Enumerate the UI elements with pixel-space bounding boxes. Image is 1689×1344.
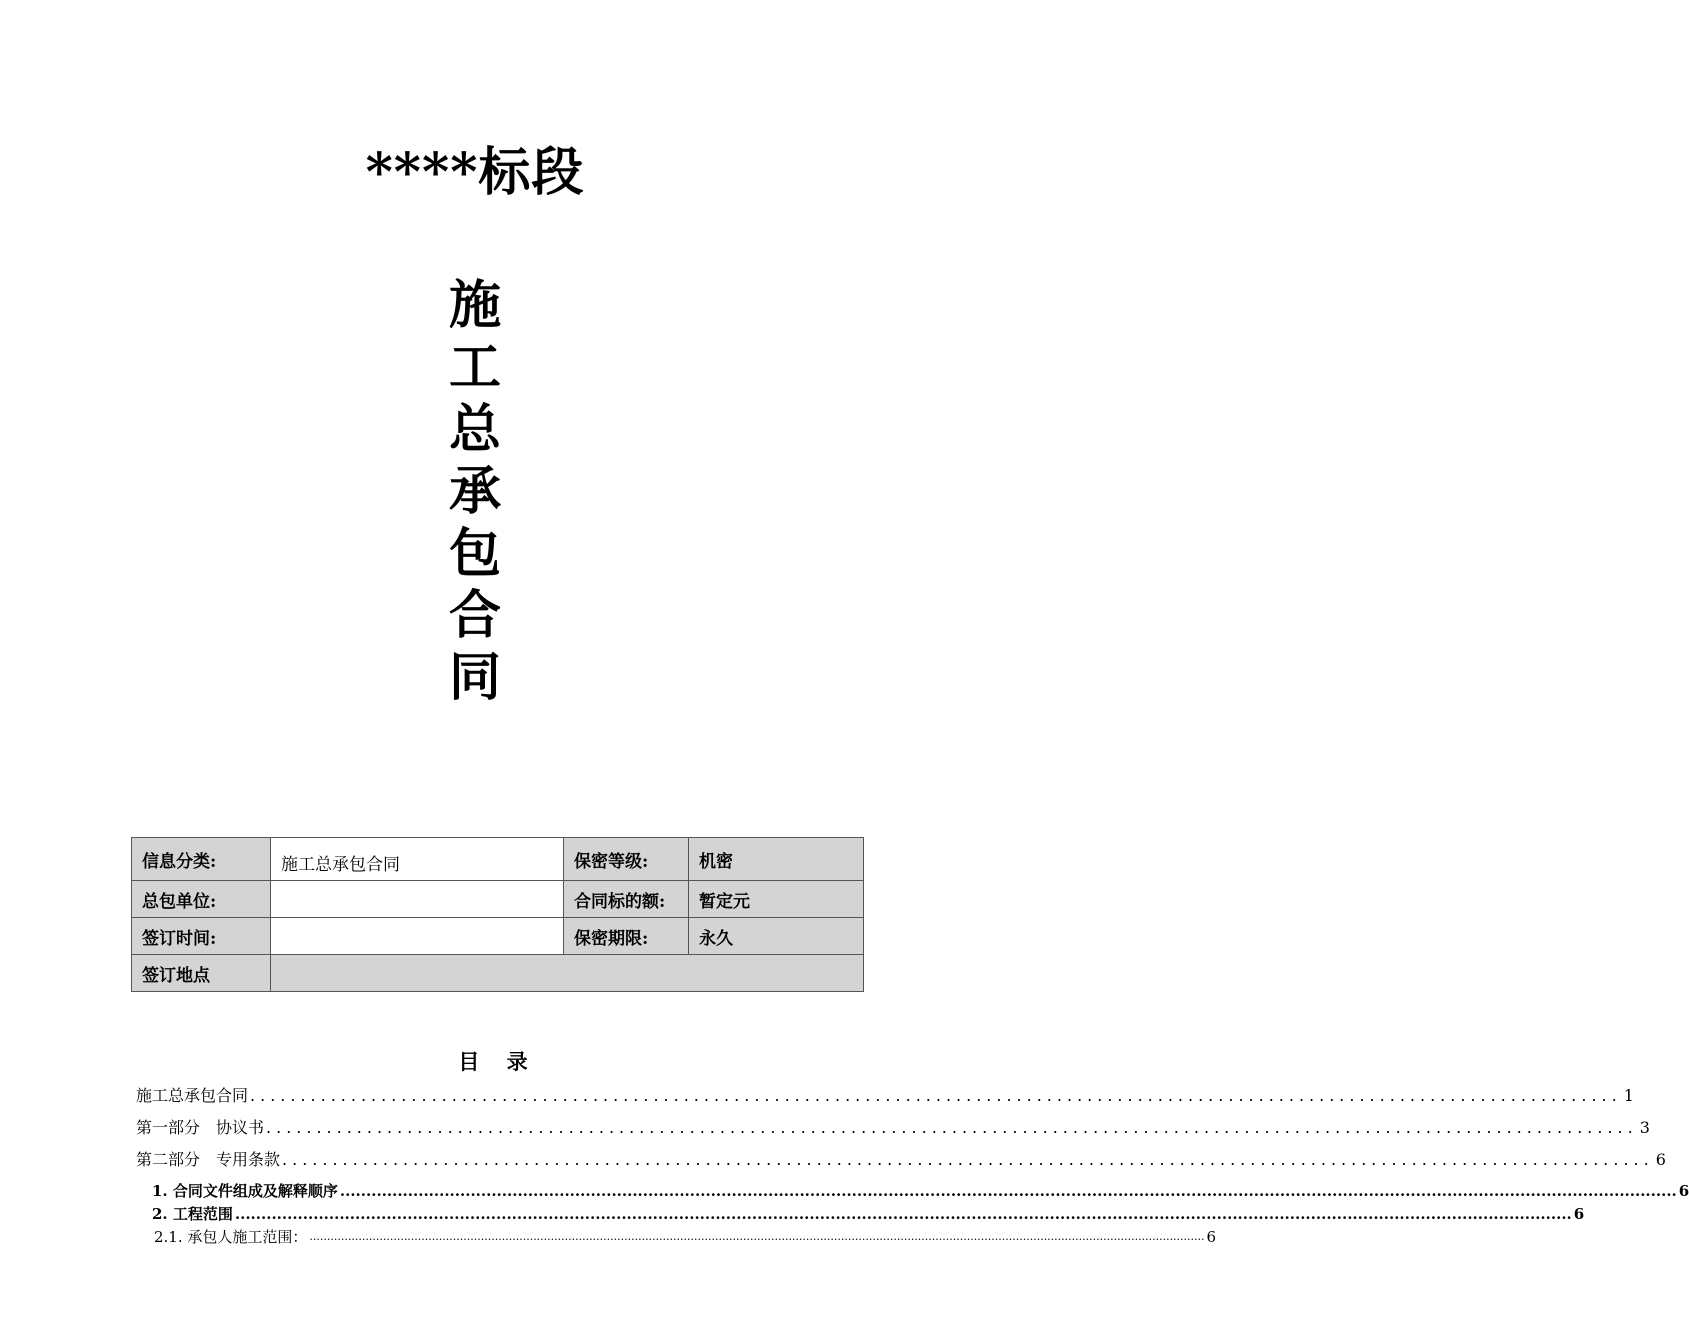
toc-leader-dots: ........................................................................................................................................ (282, 1150, 1654, 1169)
toc-entry-text: 第二部分 专用条款 (136, 1150, 281, 1169)
info-label-contract-amount: 合同标的额: (564, 881, 689, 918)
info-label-contractor: 总包单位: (132, 881, 271, 918)
toc-entry-page: 6 (1206, 1228, 1217, 1246)
info-value-signing-place (271, 955, 864, 992)
vertical-title-char: 包 (448, 523, 501, 584)
toc-entry-text: 施工总承包合同 (136, 1086, 249, 1105)
toc-leader-dots: ................................................................................................................................................................................................................................................................ (309, 1230, 1205, 1243)
toc-entry[interactable] (136, 1149, 1666, 1171)
toc-entry[interactable] (136, 1085, 1634, 1107)
info-value-category: 施工总承包合同 (271, 838, 564, 881)
toc-entry-text: 第一部分 协议书 (136, 1118, 265, 1137)
info-label-signing-place: 签订地点 (132, 955, 271, 992)
vertical-title-char: 工 (448, 337, 501, 398)
toc-entry-page: 3 (1639, 1118, 1650, 1137)
toc-entry-page: 6 (1655, 1150, 1666, 1169)
info-value-secrecy-level: 机密 (689, 838, 864, 881)
toc-entry-text: 2.1. 承包人施工范围： (154, 1228, 308, 1246)
info-value-signing-date (271, 918, 564, 955)
info-label-signing-date: 签订时间: (132, 918, 271, 955)
vertical-contract-title (0, 275, 950, 709)
toc-entry[interactable] (152, 1204, 1585, 1224)
toc-entry-text: 1. 合同文件组成及解释顺序 (152, 1182, 338, 1200)
toc-entry[interactable] (136, 1117, 1650, 1139)
toc-entry[interactable] (152, 1181, 1689, 1201)
vertical-title-char: 合 (448, 585, 501, 646)
info-value-contractor (271, 881, 564, 918)
toc-title: 目 录 (458, 1049, 538, 1074)
toc-leader-dots: ................................................................................................................................................................................................................................................................ (339, 1182, 1677, 1200)
contract-info-table (131, 837, 864, 992)
document-title: ****标段 (365, 142, 585, 203)
vertical-title-char: 施 (448, 275, 501, 336)
info-label-secrecy-period: 保密期限: (564, 918, 689, 955)
info-label-category: 信息分类: (132, 838, 271, 881)
toc-entry-text: 2. 工程范围 (152, 1205, 233, 1223)
toc-entry-page: 6 (1573, 1205, 1585, 1223)
toc-leader-dots: ........................................................................................................................................ (266, 1118, 1638, 1137)
vertical-title-char: 同 (448, 647, 501, 708)
info-value-secrecy-period: 永久 (689, 918, 864, 955)
table-row (132, 881, 864, 918)
table-row (132, 955, 864, 992)
toc-entry[interactable] (154, 1227, 1217, 1247)
toc-entry-page: 1 (1623, 1086, 1634, 1105)
info-label-secrecy-level: 保密等级: (564, 838, 689, 881)
toc-entry-page: 6 (1678, 1182, 1689, 1200)
vertical-title-char: 承 (448, 461, 501, 522)
toc-leader-dots: ................................................................................................................................................................................................................................................................ (234, 1205, 1572, 1223)
table-row (132, 838, 864, 881)
table-row (132, 918, 864, 955)
info-value-contract-amount: 暂定元 (689, 881, 864, 918)
toc-leader-dots: ........................................................................................................................................ (250, 1086, 1622, 1105)
vertical-title-char: 总 (448, 399, 501, 460)
